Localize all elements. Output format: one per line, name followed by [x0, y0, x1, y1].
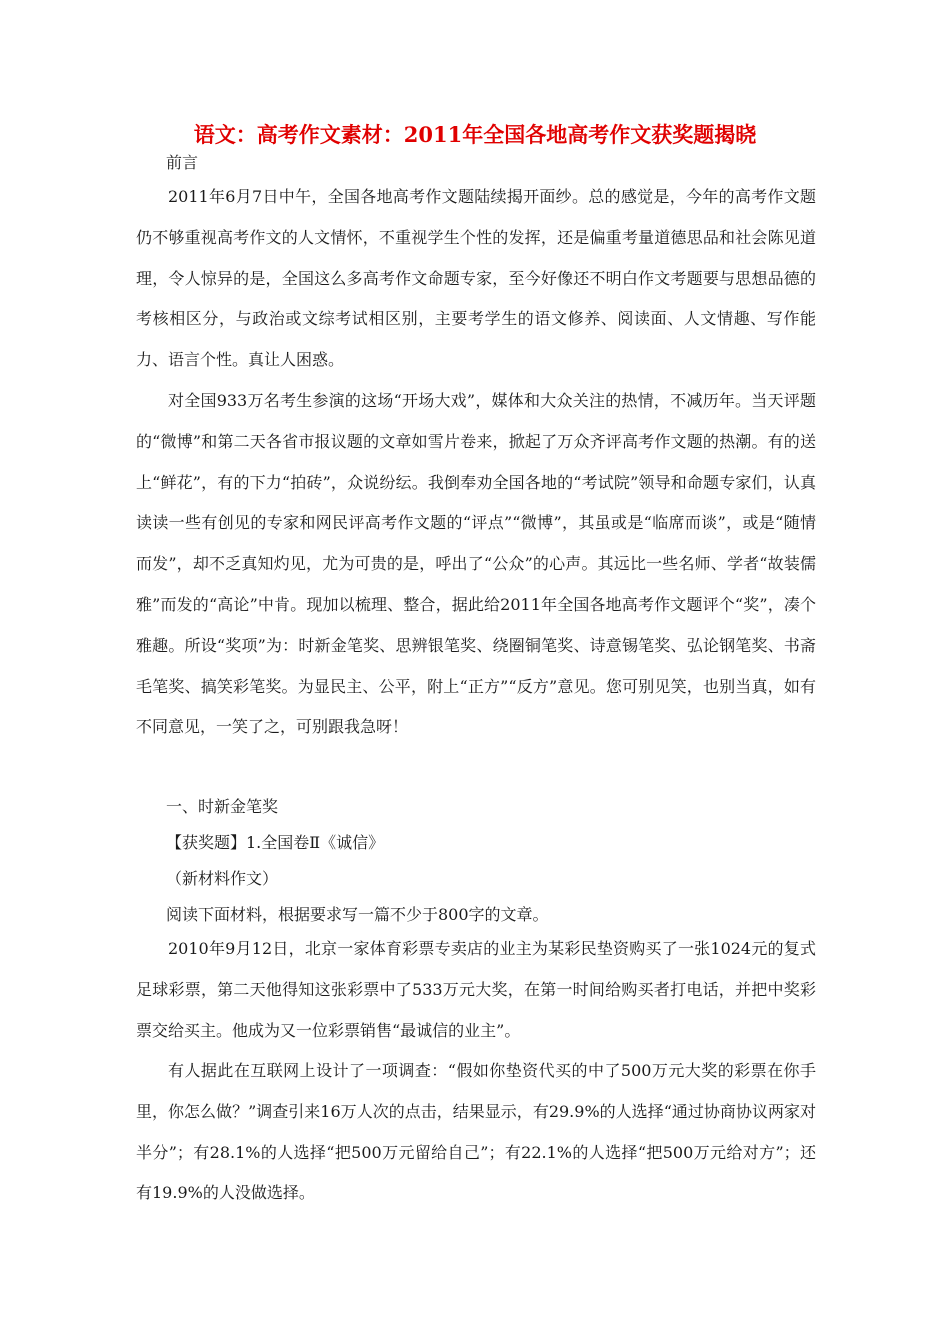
material-type: （新材料作文） — [166, 869, 279, 888]
preface-heading: 前言 — [166, 153, 199, 172]
material-paragraph: 2010年9月12日，北京一家体育彩票专卖店的业主为某彩民垫资购买了一张1024元的复式足球彩票，第二天他得知这张彩票中了533万元大奖，在第一时间给购买者打电话，并把中奖彩票交给买主。他成为又一位彩票销售“最诚信的业主”。 — [136, 939, 816, 1040]
paragraph-awards-intro: 对全国933万名考生参演的这场“开场大戏”，媒体和大众关注的热情，不减历年。当天评题的“微博”和第二天各省市报议题的文章如雪片卷来，掀起了万众齐评高考作文题的热潮。有的送上“鲜花”，有的下力“拍砖”，众说纷纭。我倒奉劝全国各地的“考试院”领导和命题专家们，认真读读一些有创见的专家和网民评高考作文题的“评点”“微博”，其虽或是“临席而谈”，或是“随情而发”，却不乏真知灼见，尤为可贵的是，呼出了“公众”的心声。其远比一些名师、学者“故装儒雅”而发的“高论”中肯。现加以梳理、整合，据此给2011年全国各地高考作文题评个“奖”，凑个雅趣。所设“奖项”为：时新金笔奖、思辨银笔奖、绕圈铜笔奖、诗意锡笔奖、弘论钢笔奖、书斋毛笔奖、搞笑彩笔奖。为显民主、公平，附上“正方”“反方”意见。您可别见笑，也别当真，如有不同意见，一笑了之，可别跟我急呀！ — [136, 391, 816, 737]
document-title: 语文：高考作文素材：2011年全国各地高考作文获奖题揭晓 — [193, 122, 757, 147]
instruction-line: 阅读下面材料，根据要求写一篇不少于800字的文章。 — [166, 905, 549, 924]
survey-paragraph: 有人据此在互联网上设计了一项调查：“假如你垫资代买的中了500万元大奖的彩票在你手里，你怎么做？”调查引来16万人次的点击，结果显示，有29.9%的人选择“通过协商协议两家对半分”；有28.1%的人选择“把500万元留给自己”；有22.1%的人选择“把500万元给对方”；还有19.9%的人没做选择。 — [136, 1061, 816, 1203]
award-line: 【获奖题】1.全国卷Ⅱ《诚信》 — [166, 833, 385, 852]
section-heading: 一、时新金笔奖 — [166, 797, 279, 816]
paragraph-intro: 2011年6月7日中午，全国各地高考作文题陆续揭开面纱。总的感觉是，今年的高考作文题仍不够重视高考作文的人文情怀，不重视学生个性的发挥，还是偏重考量道德思品和社会陈见道理，令人惊异的是，全国这么多高考作文命题专家，至今好像还不明白作文考题要与思想品德的考核相区分，与政治或文综考试相区别，主要考学生的语文修养、阅读面、人文情趣、写作能力、语言个性。真让人困惑。 — [136, 187, 816, 370]
